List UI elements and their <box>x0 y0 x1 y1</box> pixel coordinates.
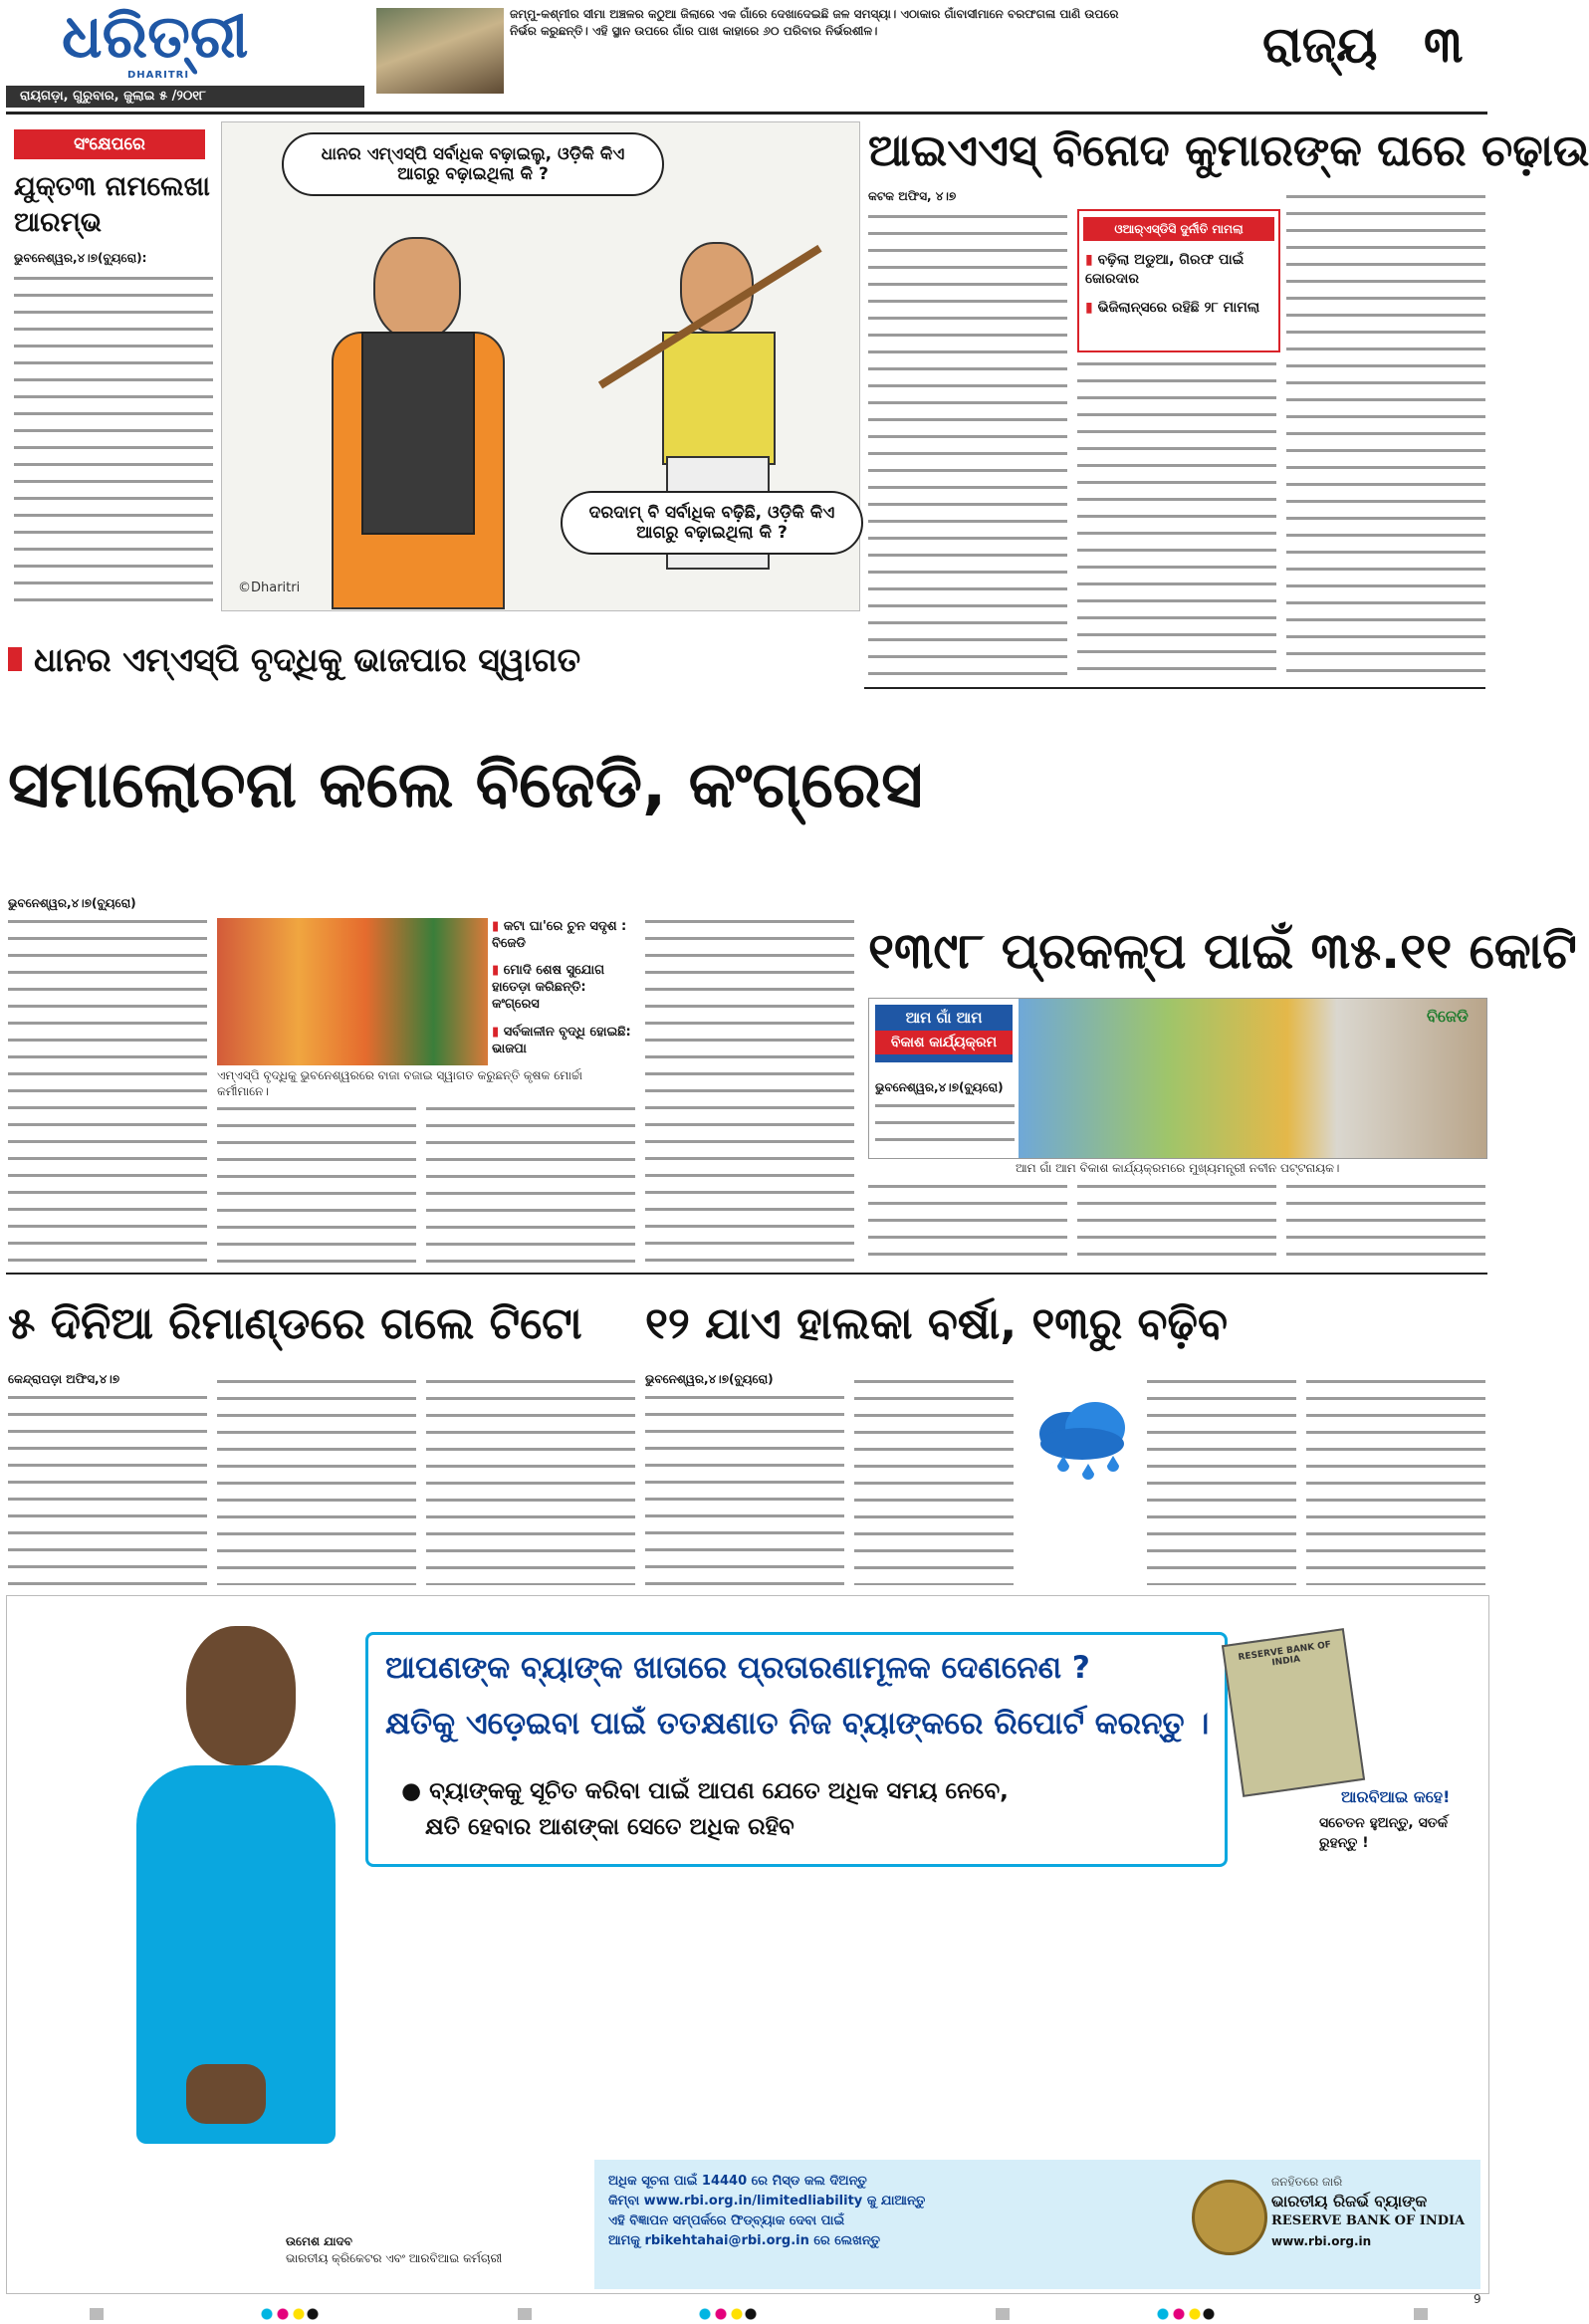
teaser-photo <box>376 8 504 94</box>
ias-box-point-2: ▮ ଭିଜିଲାନ୍ସରେ ରହିଛି ୨୮ ମାମଲା <box>1085 300 1260 316</box>
projects-col1 <box>868 1179 1067 1263</box>
rbi-line3: RESERVE BANK OF INDIA <box>1271 2213 1466 2228</box>
rain-col3 <box>1147 1374 1296 1585</box>
ias-headline: ଆଇଏଏସ୍ ବିନୋଦ କୁମାରଙ୍କ ଘରେ ଚଢ଼ାଉ <box>868 125 1589 176</box>
rain-col2 <box>854 1374 1014 1585</box>
projects-intro <box>875 1098 1015 1152</box>
dateline-text: ରାୟଗଡ଼ା, ଗୁରୁବାର, ଜୁଲାଇ ୫ /୨୦୧୮ <box>20 89 206 104</box>
rbi-advertisement <box>6 1595 1489 2294</box>
brief-headline: ଯୁକ୍ତ୩ ନାମଲେଖା ଆରମ୍ଭ <box>14 171 210 238</box>
rain-col4 <box>1306 1374 1485 1585</box>
brief-tag: ସଂକ୍ଷେପରେ <box>14 129 205 159</box>
mascot-text1: ଆରବିଆଇ କହେ! <box>1341 1787 1451 1806</box>
rbi-block <box>1271 2172 1471 2251</box>
ad-info-panel <box>594 2160 1480 2289</box>
cartoon <box>221 121 860 611</box>
msp-box-point-1-text: କଟା ଘା'ରେ ଚୁନ ସଦୃଶ : ବିଜେଡି <box>492 919 627 951</box>
rain-col1 <box>645 1390 844 1585</box>
ad-info1: ଅଧିକ ସୂଚନା ପାଇଁ 14440 ରେ ମିସ୍ଡ କଲ ଦିଅନ୍ତୁ <box>608 2174 867 2189</box>
masthead-rule <box>6 112 1487 115</box>
rain-dateline: ଭୁବନେଶ୍ୱର,୪।୭(ବ୍ୟୁରୋ) <box>645 1372 774 1386</box>
msp-col3 <box>426 1101 635 1263</box>
ad-bullet1: ● ବ୍ୟାଙ୍କକୁ ସୂଚିତ କରିବା ପାଇଁ ଆପଣ ଯେତେ ଅଧିକ ସମୟ ନେବେ, <box>401 1778 1009 1804</box>
msp-headline: ସମାଲୋଚନା କଲେ ବିଜେଡି, କଂଗ୍ରେସ <box>8 749 923 822</box>
msp-photo-caption: ଏମ୍‌ଏସ୍‌ପି ବୃଦ୍ଧିକୁ ଭୁବନେଶ୍ୱରରେ ବାଜା ବଜାଇ ସ୍ୱାଗତ କରୁଛନ୍ତି କୃଷକ ମୋର୍ଚ୍ଚା କର୍ମୀମାନେ। <box>217 1068 582 1098</box>
msp-box <box>492 918 637 1065</box>
rbi-line1: ଜନହିତରେ ଜାରି <box>1271 2175 1343 2189</box>
rbi-seal-icon <box>1192 2180 1267 2255</box>
ias-col1 <box>868 209 1067 677</box>
bubble-bottom: ଦରଦାମ୍ ବି ସର୍ବାଧିକ ବଢ଼ିଛି, ଓଡ଼ିକି କିଏ ଆଗରୁ ବଢ଼ାଇଥିଲା କି ? <box>561 491 863 555</box>
projects-headline: ୧୩୯୮ ପ୍ରକଳ୍ପ ପାଇଁ ୩୫.୧୧ କୋଟି <box>868 922 1577 980</box>
projects-caption: ଆମ ଗାଁ ଆମ ବିକାଶ କାର୍ଯ୍ୟକ୍ରମରେ ମୁଖ୍ୟମନ୍ତ୍ରୀ ନବୀନ ପଟ୍ଟନାୟକ। <box>1016 1161 1340 1175</box>
ias-box-point-1: ▮ ବଢ଼ିଲା ଅଡୁଆ, ଗିରଫ ପାଇଁ ଜୋରଦାର <box>1085 252 1245 287</box>
teaser-text: ଜମ୍ମୁ-କଶ୍ମୀର ସୀମା ଅଞ୍ଚଳର କଠୁଆ ଜିଲାରେ ଏକ ଗାଁରେ ଦେଖାଦେଇଛି ଜଳ ସମସ୍ୟା। ଏଠାକାର ଗାଁବାସୀମାନେ ବରଫଗଳା ପାଣି ଉପରେ ନିର୍ଭର କରୁଛନ୍ତି। ଏହି ସ୍ଥାନ ଉପରେ ଗାଁର ପାଖ କାହାରେ ୬୦ ପରିବାର ନିର୍ଭରଶୀଳ। <box>510 7 1119 38</box>
rain-headline: ୧୨ ଯାଏ ହାଲକା ବର୍ଷା, ୧୩ରୁ ବଢ଼ିବ <box>645 1298 1229 1349</box>
ias-dateline: କଟକ ଅଫିସ, ୪।୭ <box>868 189 957 203</box>
brief-dateline: ଭୁବନେଶ୍ୱର,୪।୭(ବ୍ୟୁରୋ): <box>14 251 147 265</box>
projects-badge <box>875 1005 1013 1062</box>
ad-info3: ଏହି ବିଜ୍ଞାପନ ସମ୍ପର୍କରେ ଫିଡ୍‌ବ୍ୟାକ ଦେବା ପାଇଁ <box>608 2213 845 2228</box>
mascot-note-label: RESERVE BANK OF INDIA <box>1238 1640 1332 1669</box>
person-name: ଉମେଶ ଯାଦବ <box>286 2234 352 2248</box>
msp-box-point-3-text: ସର୍ବକାଳୀନ ବୃଦ୍ଧି ହୋଇଛି: ଭାଜପା <box>492 1025 631 1056</box>
mascot-text2: ସଚେତନ ହୁଅନ୍ତୁ, ସତର୍କ ରୁହନ୍ତୁ ! <box>1319 1815 1449 1851</box>
masthead <box>0 0 1493 112</box>
masthead-logo: ଧରିତ୍ରୀ <box>62 2 249 72</box>
projects-col3 <box>1286 1179 1485 1263</box>
projects-badge-line1: ଆମ ଗାଁ ଆମ <box>905 1009 983 1027</box>
ias-box-title: ଓଆର୍‌ଏସ୍‌ଡିସି ଦୁର୍ନୀତି ମାମଲା <box>1083 217 1274 241</box>
tito-col3 <box>426 1374 635 1585</box>
ad-bullet <box>401 1773 1198 1845</box>
msp-box-point-3: ▮ ସର୍ବକାଳୀନ ବୃଦ୍ଧି ହୋଇଛି: ଭାଜପା <box>492 1025 631 1056</box>
ias-col3 <box>1286 189 1485 677</box>
ad-line2: କ୍ଷତିକୁ ଏଡ଼େଇବା ପାଇଁ ତତକ୍ଷଣାତ ନିଜ ବ୍ୟାଙ୍କରେ ରିପୋର୍ଟ କରନ୍ତୁ । <box>385 1706 1210 1742</box>
projects-col2 <box>1077 1179 1276 1263</box>
msp-box-point-2-text: ମୋଦି ଶେଷ ସୁଯୋଗ ହାତେଡ଼ା କରିଛନ୍ତି: କଂଗ୍ରେସ <box>492 963 605 1012</box>
masthead-logo-sub: DHARITRI <box>127 70 190 81</box>
msp-col2 <box>217 1101 416 1263</box>
cartoon-credit: ©Dharitri <box>238 581 301 595</box>
projects-dateline: ଭୁବନେଶ୍ୱର,୪।୭(ବ୍ୟୁରୋ) <box>875 1080 1004 1094</box>
msp-dateline: ଭୁବନେଶ୍ୱର,୪।୭(ବ୍ୟୁରୋ) <box>8 896 136 910</box>
projects-rule <box>864 687 1485 689</box>
lower-rule <box>6 1273 1487 1275</box>
section-name: ରାଜ୍ୟ <box>1262 16 1378 74</box>
tito-col1 <box>8 1390 207 1585</box>
rbi-line4: www.rbi.org.in <box>1271 2234 1372 2248</box>
projects-photo <box>868 998 1487 1159</box>
bubble-top: ଧାନର ଏମ୍‌ଏସ୍‌ପି ସର୍ବାଧିକ ବଢ଼ାଇଲୁ, ଓଡ଼ିକି କିଏ ଆଗରୁ ବଢ଼ାଇଥିଲା କି ? <box>282 132 664 196</box>
ias-box-point-2-text: ଭିଜିଲାନ୍ସରେ ରହିଛି ୨୮ ମାମଲା <box>1097 300 1260 316</box>
person-title: ଭାରତୀୟ କ୍ରିକେଟର ଏବଂ ଆରବିଆଇ କର୍ମଚାରୀ <box>286 2251 503 2265</box>
msp-kicker-text: ଧାନର ଏମ୍‌ଏସ୍‌ପି ବୃଦ୍ଧିକୁ ଭାଜପାର ସ୍ୱାଗତ <box>34 640 581 679</box>
dateline-bar <box>6 86 364 108</box>
ias-col2 <box>1077 356 1276 677</box>
ad-bullet1-text: ବ୍ୟାଙ୍କକୁ ସୂଚିତ କରିବା ପାଇଁ ଆପଣ ଯେତେ ଅଧିକ ସମୟ ନେବେ, <box>429 1778 1009 1804</box>
brief-body <box>14 271 213 609</box>
mascot-note <box>1222 1628 1365 1797</box>
msp-box-point-2: ▮ ମୋଦି ଶେଷ ସୁଯୋଗ ହାତେଡ଼ା କରିଛନ୍ତି: କଂଗ୍ରେସ <box>492 963 605 1012</box>
ad-info <box>608 2172 1026 2251</box>
politician-figure <box>312 237 521 605</box>
tito-dateline: କେନ୍ଦ୍ରାପଡ଼ା ଅଫିସ,୪।୭ <box>8 1372 120 1386</box>
msp-col1 <box>8 914 207 1263</box>
projects-badge-line2: ବିକାଶ କାର୍ଯ୍ୟକ୍ରମ <box>875 1031 1013 1054</box>
msp-photo <box>217 918 488 1065</box>
ad-info4: ଆମକୁ rbikehtahai@rbi.org.in ରେ ଲେଖନ୍ତୁ <box>608 2233 881 2248</box>
rbi-line2: ଭାରତୀୟ ରିଜର୍ଭ ବ୍ୟାଙ୍କ <box>1271 2192 1428 2210</box>
tito-headline: ୫ ଦିନିଆ ରିମାଣ୍ଡରେ ଗଲେ ଟିଟୋ <box>8 1298 582 1349</box>
umesh-figure <box>116 1626 355 2204</box>
rain-cloud-icon <box>1027 1394 1137 1494</box>
tito-col2 <box>217 1374 416 1585</box>
folio: 9 <box>1474 2292 1481 2306</box>
page-number: ୩ <box>1424 16 1464 74</box>
ad-bullet2: କ୍ଷତି ହେବାର ଆଶଙ୍କା ସେତେ ଅଧିକ ରହିବ <box>425 1814 794 1840</box>
projects-brand: ବିଜେଡି <box>1427 1007 1469 1026</box>
person-caption <box>286 2233 584 2267</box>
msp-box-point-1: ▮ କଟା ଘା'ରେ ଚୁନ ସଦୃଶ : ବିଜେଡି <box>492 919 627 951</box>
print-registration-marks <box>0 2306 1493 2322</box>
ias-box-point-1-text: ବଢ଼ିଲା ଅଡୁଆ, ଗିରଫ ପାଇଁ ଜୋରଦାର <box>1085 252 1245 287</box>
ad-info2: କିମ୍ବା www.rbi.org.in/limitedliability କୁ ଯାଆନ୍ତୁ <box>608 2194 926 2208</box>
msp-kicker <box>8 637 854 683</box>
msp-col4 <box>645 914 854 1263</box>
ad-line1: ଆପଣଙ୍କ ବ୍ୟାଙ୍କ ଖାତାରେ ପ୍ରତାରଣାମୂଳକ ଦେଣନେଣ ? <box>385 1650 1090 1686</box>
ias-box <box>1077 209 1280 352</box>
